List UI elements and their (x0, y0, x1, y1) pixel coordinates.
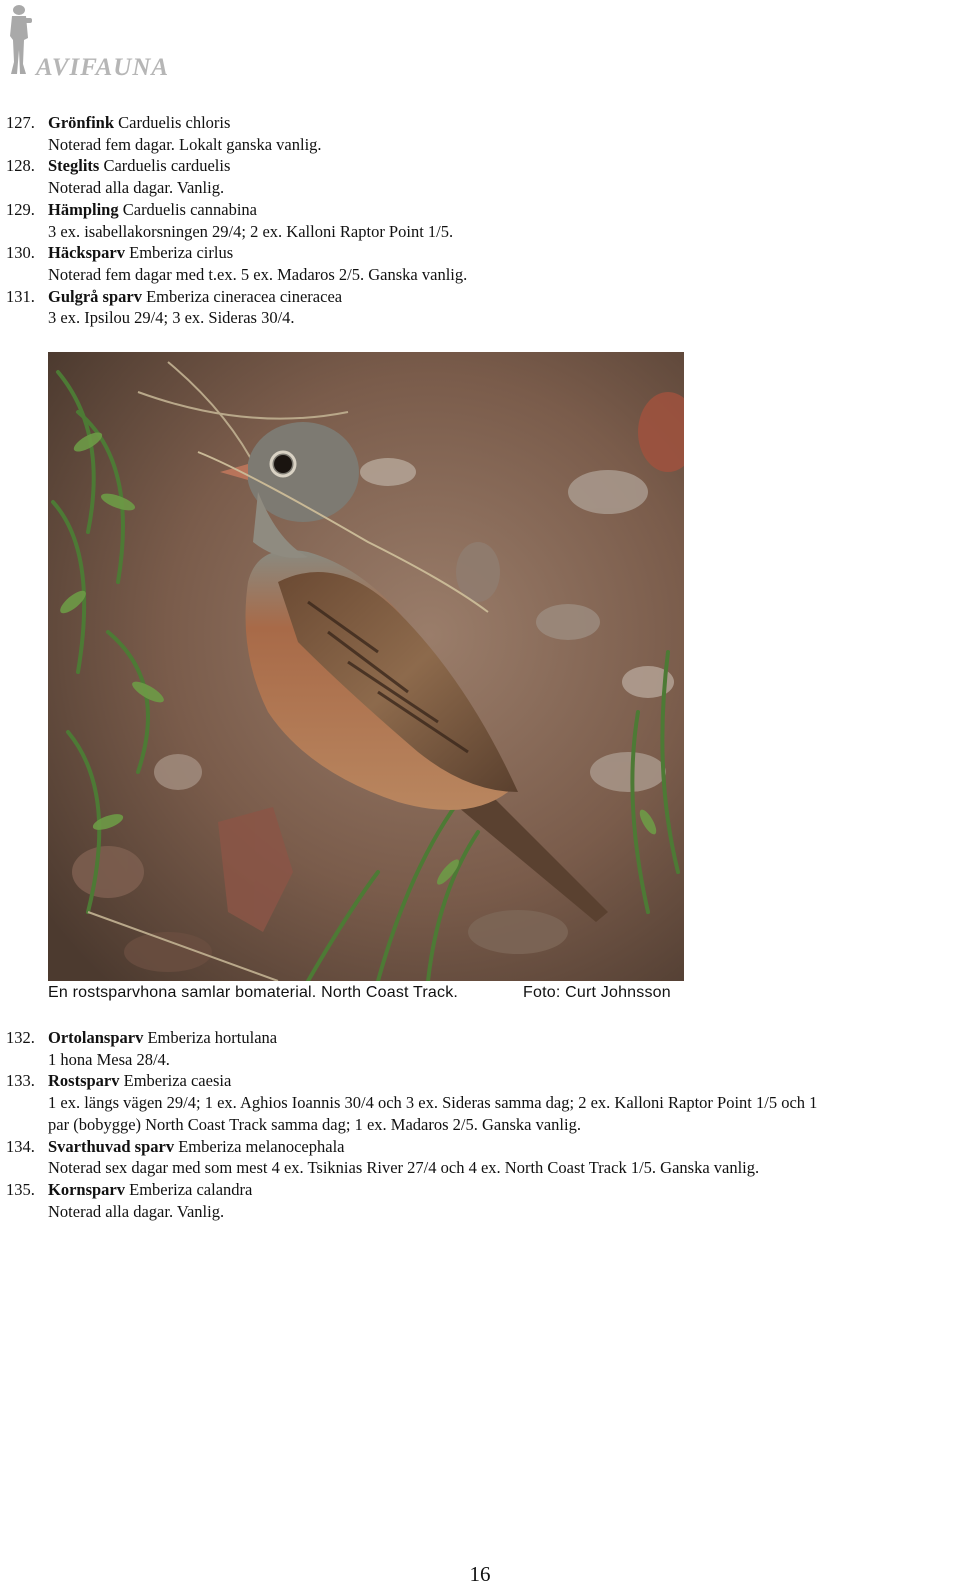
entry-number: 135. (6, 1179, 35, 1199)
swedish-name: Hämpling (48, 199, 119, 219)
latin-name: Carduelis cannabina (122, 199, 257, 219)
entry-text: 3 ex. Ipsilou 29/4; 3 ex. Sideras 30/4. (48, 308, 295, 328)
entry-title (48, 199, 954, 221)
species-entry-129 (6, 199, 954, 242)
species-entry-131 (6, 286, 954, 329)
entry-text: Noterad sex dagar med som mest 4 ex. Tsiknias River 27/4 och 4 ex. North Coast Track 1/5. Ganska vanlig. (48, 1158, 760, 1178)
species-entry-130 (6, 242, 954, 285)
entry-title (48, 1070, 954, 1092)
swedish-name: Svarthuvad sparv (48, 1136, 175, 1156)
entry-title (48, 112, 954, 134)
logo-text: AVIFAUNA (36, 54, 170, 81)
entry-text: 1 hona Mesa 28/4. (48, 1049, 170, 1069)
avifauna-logo (4, 4, 184, 80)
species-entry-127 (6, 112, 954, 155)
entry-number: 134. (6, 1136, 35, 1156)
swedish-name: Rostsparv (48, 1071, 120, 1091)
entry-title (48, 1136, 954, 1158)
latin-name: Carduelis carduelis (103, 156, 231, 176)
entry-title (48, 1179, 954, 1201)
latin-name: Emberiza melanocephala (178, 1136, 345, 1156)
entry-text: Noterad fem dagar med t.ex. 5 ex. Madaros 2/5. Ganska vanlig. (48, 264, 468, 284)
entry-text: 3 ex. isabellakorsningen 29/4; 2 ex. Kalloni Raptor Point 1/5. (48, 221, 454, 241)
entry-title (48, 286, 954, 308)
swedish-name: Kornsparv (48, 1179, 126, 1199)
species-list-top (6, 112, 954, 329)
entry-number: 127. (6, 113, 35, 132)
latin-name: Emberiza cineracea cineracea (146, 286, 343, 306)
entry-text: Noterad alla dagar. Vanlig. (48, 178, 225, 198)
birdwatcher-silhouette-icon (4, 4, 34, 76)
entry-title (48, 242, 954, 264)
latin-name: Emberiza cirlus (129, 243, 234, 263)
latin-name: Carduelis chloris (118, 113, 231, 132)
swedish-name: Häcksparv (48, 243, 126, 263)
swedish-name: Ortolansparv (48, 1028, 144, 1047)
entry-title (48, 1027, 954, 1049)
bird-photo (48, 352, 684, 981)
entry-text: par (bobygge) North Coast Track samma dag; 1 ex. Madaros 2/5. Ganska vanlig. (48, 1114, 581, 1134)
entry-text: 1 ex. längs vägen 29/4; 1 ex. Aghios Ioannis 30/4 och 3 ex. Sideras samma dag; 2 ex. Kalloni Raptor Point 1/5 och 1 (48, 1093, 818, 1113)
swedish-name: Steglits (48, 156, 100, 176)
species-entry-133 (6, 1070, 954, 1135)
page-number: 16 (469, 1562, 491, 1586)
latin-name: Emberiza caesia (123, 1071, 232, 1091)
photo-caption: En rostsparvhona samlar bomaterial. North Coast Track. (48, 984, 459, 1001)
entry-number: 130. (6, 243, 35, 263)
species-list-bottom (6, 1027, 954, 1222)
species-entry-135 (6, 1179, 954, 1222)
entry-number: 133. (6, 1071, 35, 1091)
species-entry-128 (6, 155, 954, 198)
species-entry-134 (6, 1136, 954, 1179)
photo-credit: Foto: Curt Johnsson (523, 984, 671, 1001)
swedish-name: Grönfink (48, 113, 115, 132)
entry-text: Noterad alla dagar. Vanlig. (48, 1201, 225, 1221)
entry-title (48, 155, 954, 177)
entry-number: 129. (6, 199, 35, 219)
species-entry-132 (6, 1027, 954, 1070)
latin-name: Emberiza calandra (129, 1179, 253, 1199)
cretzschmars-bunting-illustration (48, 352, 684, 981)
entry-number: 131. (6, 286, 35, 306)
entry-number: 128. (6, 156, 35, 176)
latin-name: Emberiza hortulana (147, 1028, 278, 1047)
entry-text: Noterad fem dagar. Lokalt ganska vanlig. (48, 134, 322, 154)
swedish-name: Gulgrå sparv (48, 286, 142, 306)
entry-number: 132. (6, 1028, 35, 1047)
